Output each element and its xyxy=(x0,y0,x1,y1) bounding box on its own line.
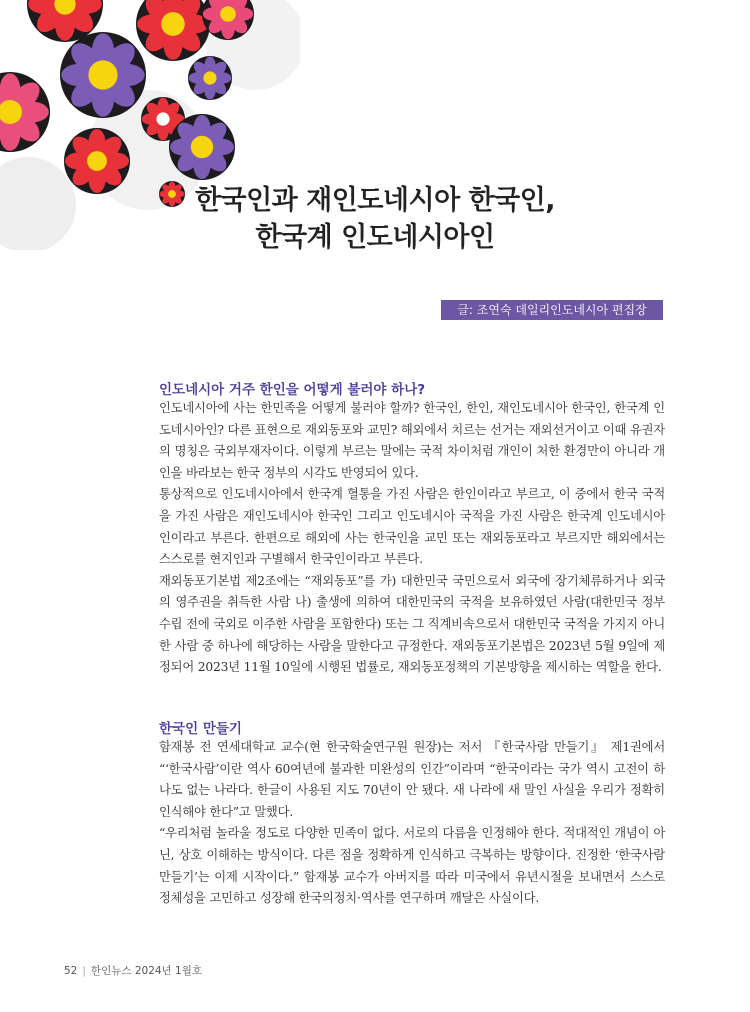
section-2-body xyxy=(159,737,665,910)
page-number: 52 xyxy=(64,965,78,977)
page-title xyxy=(150,182,600,256)
paragraph: 통상적으로 인도네시아에서 한국계 혈통을 가진 사람은 한인이라고 부르고, 이 중에서 한국 국적을 가진 사람은 재인도네시아 한국인 그리고 인도네시아 국적을 가진 사람은 한국계 인도네시아인이라고 부른다. 한편으로 해외에 사는 한국인을 교민 또는 재외동포라고 부르지만 해외에서는 스스로를 현지인과 구별해서 한국인이라고 부른다. xyxy=(159,487,665,567)
footer-separator: | xyxy=(82,965,86,977)
title-line-2: 한국계 인도네시아인 xyxy=(255,222,495,253)
title-line-1: 한국인과 재인도네시아 한국인, xyxy=(194,185,556,216)
author-byline: 글: 조연숙 데일리인도네시아 편집장 xyxy=(441,300,663,320)
paragraph: 함재봉 전 연세대학교 교수(현 한국학술연구원 원장)는 저서 『한국사람 만들기』 제1권에서 “‘한국사람’이란 역사 60여년에 불과한 미완성의 인간”이라며 “한국이라는 국가 역시 고전이 하나도 없는 나라다. 한글이 사용된 지도 70년이 안 됐다. 새 나라에 새 말인 사실을 우리가 정확히 인식해야 한다”고 말했다. xyxy=(159,740,665,819)
paragraph: “우리처럼 놀라울 정도로 다양한 민족이 없다. 서로의 다름을 인정해야 한다. 적대적인 개념이 아닌, 상호 이해하는 방식이다. 다른 점을 정확하게 인식하고 극복하는 방향이다. 진정한 ‘한국사람 만들기’는 이제 시작이다.” 함재봉 교수가 아버지를 따라 미국에서 유년시절을 보내면서 스스로 정체성을 고민하고 성장해 한국의정치·역사를 연구하며 깨달은 사실이다. xyxy=(159,826,665,906)
section-1-body xyxy=(159,398,665,679)
publication-name: 한인뉴스 2024년 1월호 xyxy=(90,965,202,977)
paragraph: 재외동포기본법 제2조에는 “재외동포”를 가) 대한민국 국민으로서 외국에 장기체류하거나 외국의 영주권을 취득한 사람 나) 출생에 의하여 대한민국의 국적을 보유하였던 사람(대한민국 정부 수립 전에 국외로 이주한 사람을 포함한다) 또는 그 직계비속으로서 대한민국 국적을 가지지 아니한 사람 중 하나에 해당하는 사람을 말한다고 규정한다. 재외동포기본법은 2023년 5월 9일에 제정되어 2023년 11월 10일에 시행된 법률로, 재외동포정책의 기본방향을 제시하는 역할을 한다. xyxy=(159,573,665,675)
paragraph: 인도네시아에 사는 한민족을 어떻게 불러야 할까? 한국인, 한인, 재인도네시아 한국인, 한국계 인도네시아인? 다른 표현으로 재외동포와 교민? 해외에서 치르는 선거는 재외선거이고 이때 유권자의 명칭은 국외부재자이다. 이렇게 부르는 말에는 국적 차이처럼 개인이 처한 환경만이 아니라 개인을 바라보는 한국 정부의 시각도 반영되어 있다. xyxy=(159,401,665,480)
section-heading-1: 인도네시아 거주 한인을 어떻게 불러야 하나? xyxy=(159,382,426,398)
section-heading-2: 한국인 만들기 xyxy=(159,721,242,737)
page-footer xyxy=(64,963,202,978)
